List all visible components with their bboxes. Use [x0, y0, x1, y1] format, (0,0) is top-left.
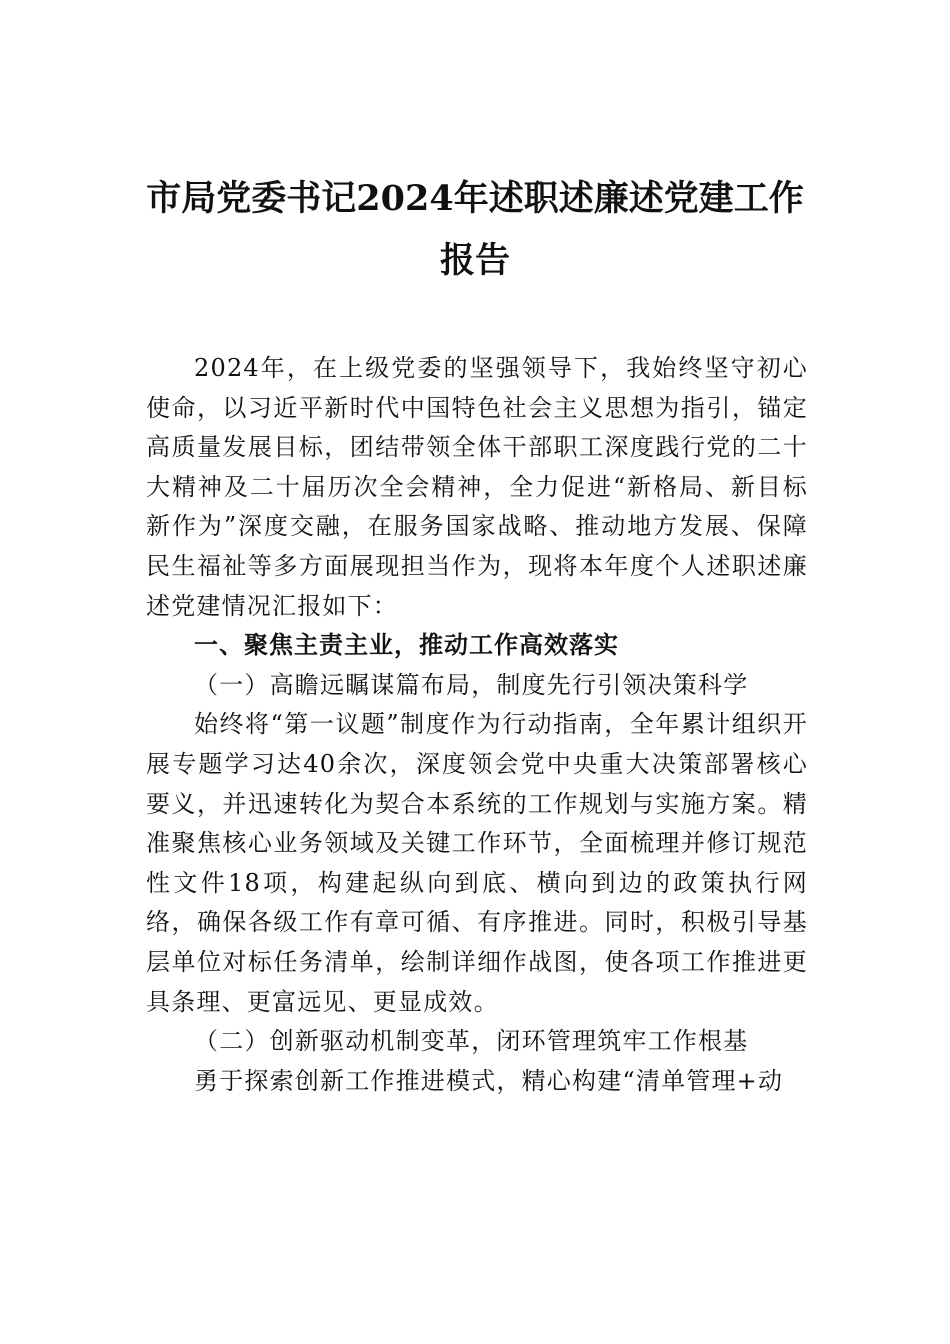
section-1-heading: 一、聚焦主责主业，推动工作高效落实 [194, 631, 619, 660]
subsection-2-heading: （二）创新驱动机制变革，闭环管理筑牢工作根基 [194, 1027, 749, 1056]
subsection-2-paragraph: 勇于探索创新工作推进模式，精心构建“清单管理+动 [194, 1066, 784, 1095]
title-line-2: 报告 [439, 240, 510, 281]
document-body [146, 349, 808, 1101]
intro-paragraph: 2024年，在上级党委的坚强领导下，我始终坚守初心使命，以习近平新时代中国特色社会主义思想为指引，锚定高质量发展目标，团结带领全体干部职工深度践行党的二十大精神及二十届历次全会精神，全力促进“新格局、新目标新作为”深度交融，在服务国家战略、推动地方发展、保障民生福祉等多方面展现担当作为，现将本年度个人述职述廉述党建情况汇报如下： [146, 354, 808, 620]
title-line-1: 市局党委书记2024年述职述廉述党建工作 [146, 178, 804, 219]
subsection-1-paragraph: 始终将“第一议题”制度作为行动指南，全年累计组织开展专题学习达40余次，深度领会党中央重大决策部署核心要义，并迅速转化为契合本系统的工作规划与实施方案。精准聚焦核心业务领域及关键工作环节，全面梳理并修订规范性文件18项，构建起纵向到底、横向到边的政策执行网络，确保各级工作有章可循、有序推进。同时，积极引导基层单位对标任务清单，绘制详细作战图，使各项工作推进更具条理、更富远见、更显成效。 [146, 710, 808, 1016]
subsection-1-heading: （一）高瞻远瞩谋篇布局，制度先行引领决策科学 [194, 670, 749, 699]
document-title [120, 168, 830, 292]
